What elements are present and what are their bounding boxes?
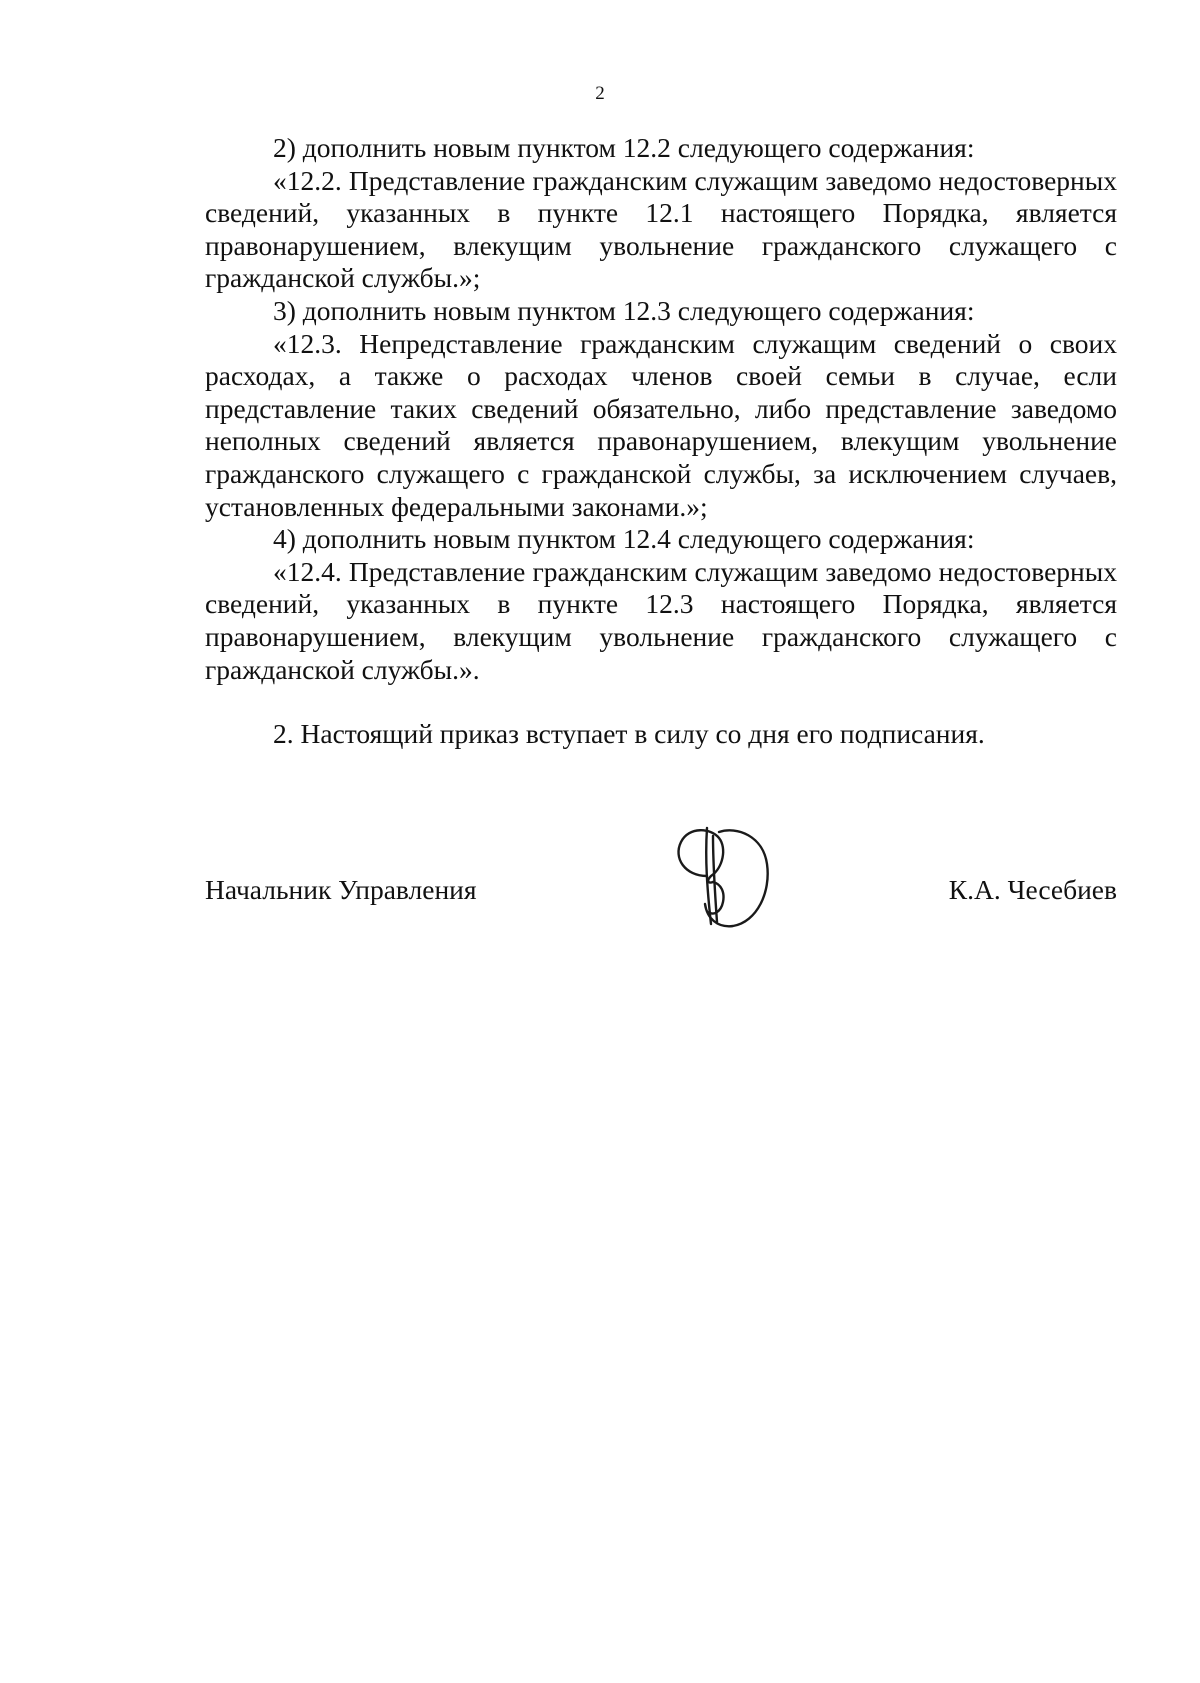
signatory-position: Начальник Управления: [205, 874, 477, 905]
paragraph-item-3: 3) дополнить новым пунктом 12.3 следующего содержания:: [273, 294, 975, 326]
paragraph-item-4: 4) дополнить новым пунктом 12.4 следующего содержания:: [273, 523, 975, 555]
signature-block: [205, 818, 1117, 938]
signatory-name: К.А. Чесебиев: [948, 874, 1117, 905]
paragraph-quote-12-2: «12.2. Представление гражданским служащим заведомо недостоверных сведений, указанных в пункте 12.1 настоящего Порядка, является правонарушением, влекущим увольнение гражданского служащего с гражданской службы.»;: [205, 164, 1117, 294]
paragraph-quote-12-4: «12.4. Представление гражданским служащим заведомо недостоверных сведений, указанных в пункте 12.3 настоящего Порядка, является правонарушением, влекущим увольнение гражданского служащего с гражданской службы.».: [205, 555, 1117, 685]
page-number: 2: [595, 83, 605, 104]
paragraph-quote-12-3: «12.3. Непредставление гражданским служащим сведений о своих расходах, а также о расходах членов своей семьи в случае, если представление таких сведений обязательно, либо представление заведомо неполных сведений является правонарушением, влекущим увольнение гражданского служащего с гражданской службы, за исключением случаев, установленных федеральными законами.»;: [205, 327, 1117, 522]
document-body: [205, 132, 1117, 751]
paragraph-item-2: 2) дополнить новым пунктом 12.2 следующего содержания:: [273, 132, 975, 163]
paragraph-effective-date: 2. Настоящий приказ вступает в силу со дня его подписания.: [273, 718, 985, 750]
handwritten-signature-icon: [667, 818, 782, 933]
